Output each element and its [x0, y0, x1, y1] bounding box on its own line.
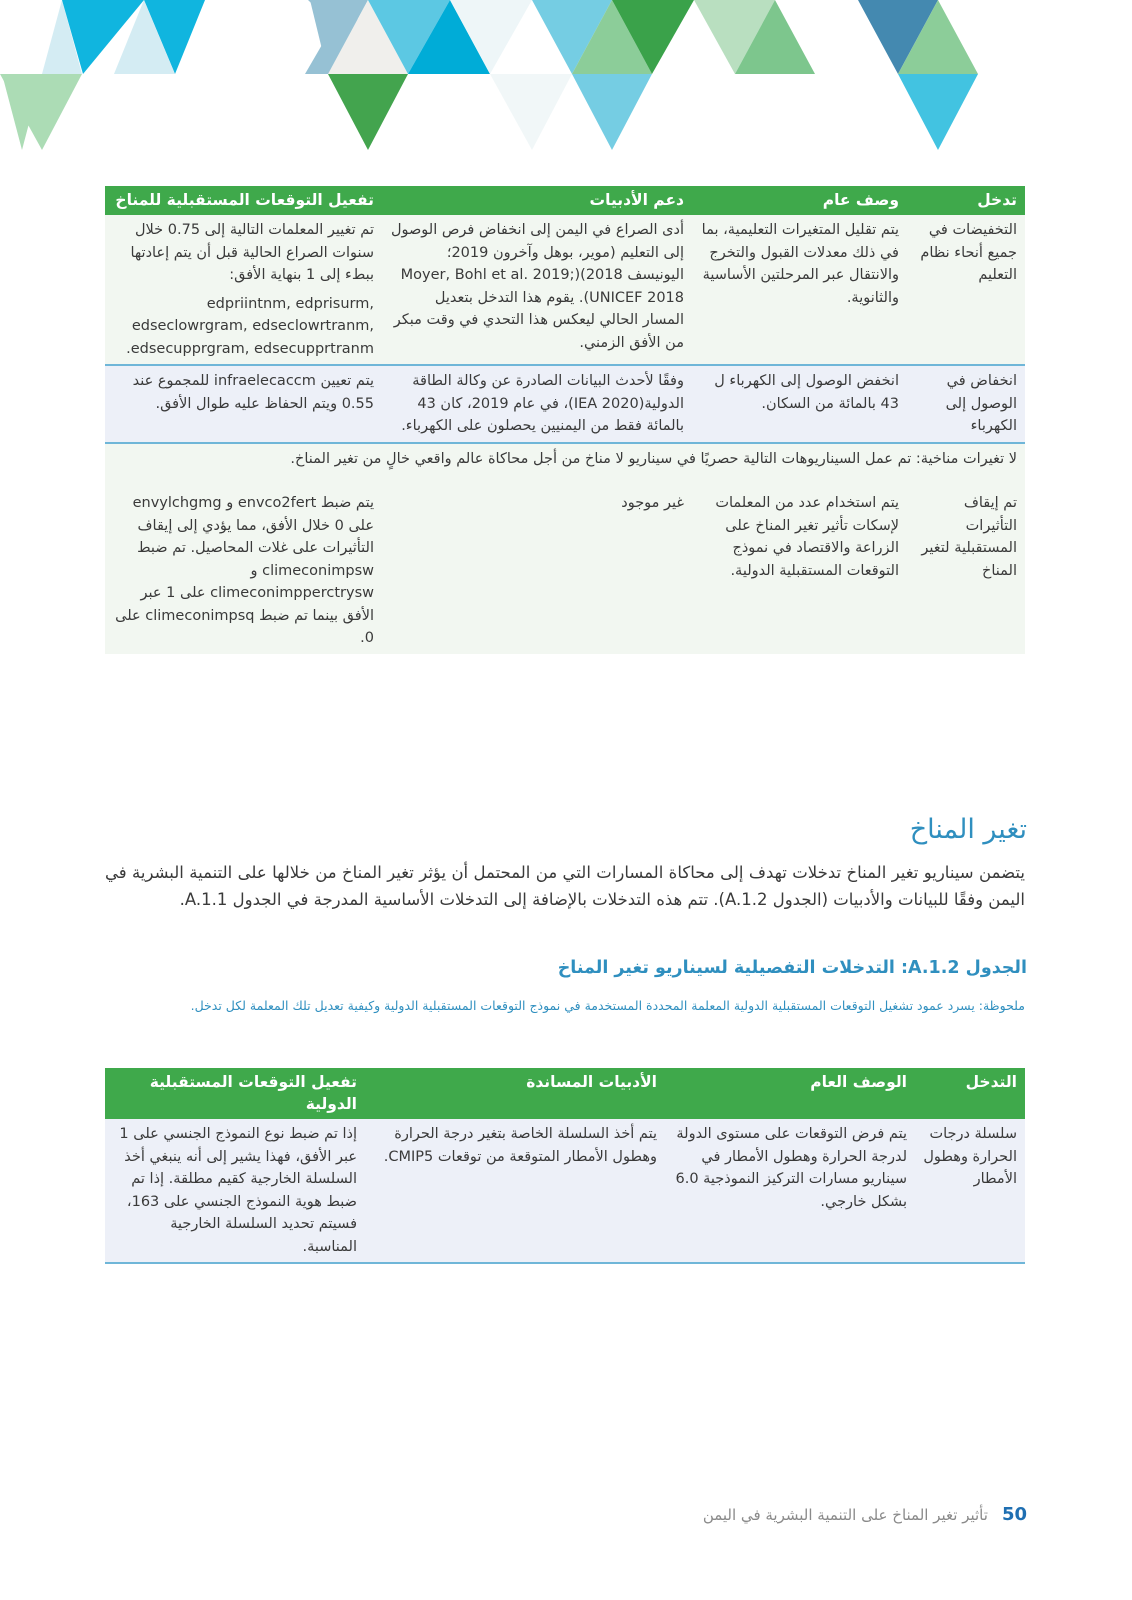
operationalization-text: تم تغيير المعلمات التالية إلى 0.75 خلال سنوات الصراع الحالية قبل أن يتم إعادتها ببطء إلى 1 بنهاية الأفق:	[130, 222, 374, 283]
table-a1-1-continued	[105, 186, 1025, 654]
page-footer	[703, 1504, 1027, 1525]
header-operationalization: تفعيل التوقعات المستقبلية الدولية	[105, 1068, 365, 1119]
page-number: 50	[1001, 1504, 1027, 1525]
header-intervention: التدخل	[915, 1068, 1025, 1119]
header-literature: دعم الأدبيات	[382, 186, 692, 215]
section-title: تغير المناخ	[909, 814, 1027, 845]
cell-literature: أدى الصراع في اليمن إلى انخفاض فرص الوصول إلى التعليم (موير، بوهل وآخرون 2019؛ اليونيسف 2018)(Moyer, Bohl et al. 2019; UNICEF 2018). يقوم هذا التدخل بتعديل المسار الحالي ليعكس هذا التحدي في وقت مبكر من الأفق الزمني.	[382, 215, 692, 365]
header-literature: الأدبيات المساندة	[365, 1068, 665, 1119]
table-a1-2	[105, 1068, 1025, 1264]
cell-intervention: التخفيضات في جميع أنحاء نظام التعليم	[907, 215, 1025, 365]
table-header-row	[105, 1068, 1025, 1119]
table-row	[105, 488, 1025, 654]
table-row-note	[105, 443, 1025, 489]
table-caption: الجدول A.1.2: التدخلات التفصيلية لسيناريو تغير المناخ	[557, 958, 1027, 978]
cell-literature: وفقًا لأحدث البيانات الصادرة عن وكالة الطاقة الدولية(IEA 2020)، في عام 2019، كان 43 بالمائة فقط من اليمنيين يحصلون على الكهرباء.	[382, 365, 692, 443]
no-climate-change-note: لا تغيرات مناخية: تم عمل السيناريوهات التالية حصريًا في سيناريو لا مناخ من أجل محاكاة عالم واقعي خالٍ من تغير المناخ.	[105, 443, 1025, 489]
footer-title: تأثير تغير المناخ على التنمية البشرية في اليمن	[702, 1505, 988, 1524]
cell-description: يتم فرض التوقعات على مستوى الدولة لدرجة الحرارة وهطول الأمطار في سيناريو مسارات التركيز النموذجية 6.0 بشكل خارجي.	[665, 1119, 915, 1263]
cell-intervention: تم إيقاف التأثيرات المستقبلية لتغير المناخ	[907, 488, 1025, 654]
decorative-triangle-banner	[0, 0, 1132, 160]
table-header-row	[105, 186, 1025, 215]
cell-literature: غير موجود	[382, 488, 692, 654]
cell-description: يتم تقليل المتغيرات التعليمية، بما في ذلك معدلات القبول والتخرج والانتقال عبر المرحلتين الأساسية والثانوية.	[692, 215, 907, 365]
cell-intervention: سلسلة درجات الحرارة وهطول الأمطار	[915, 1119, 1025, 1263]
cell-operationalization: يتم تعيين infraelecaccm للمجموع عند 0.55 ويتم الحفاظ عليه طوال الأفق.	[105, 365, 382, 443]
cell-operationalization: يتم ضبط envco2fert و envylchgmg على 0 خلال الأفق، مما يؤدي إلى إيقاف التأثيرات على غلات المحاصيل. تم ضبط climeconimpsw و climeconimpperctrysw على 1 عبر الأفق بينما تم ضبط climeconimpsq على 0.	[105, 488, 382, 654]
parameter-codes: edpriintnm, edprisurm, edseclowrgram, edseclowrtranm, edsecupprgram, edsecupprtranm.	[126, 295, 374, 357]
header-operationalization: تفعيل التوقعات المستقبلية للمناخ	[105, 186, 382, 215]
cell-intervention: انخفاض في الوصول إلى الكهرباء	[907, 365, 1025, 443]
table-row	[105, 215, 1025, 365]
header-description: الوصف العام	[665, 1068, 915, 1119]
cell-operationalization: إذا تم ضبط نوع النموذج الجنسي على 1 عبر الأفق، فهذا يشير إلى أنه ينبغي أخذ السلسلة الخارجية كقيم مطلقة. إذا تم ضبط هوية النموذج الجنسي على 163، فسيتم تحديد السلسلة الخارجية المناسبة.	[105, 1119, 365, 1263]
cell-description: يتم استخدام عدد من المعلمات لإسكات تأثير تغير المناخ على الزراعة والاقتصاد في نموذج التوقعات المستقبلية الدولية.	[692, 488, 907, 654]
table-row	[105, 1119, 1025, 1263]
table-row	[105, 365, 1025, 443]
cell-operationalization	[105, 215, 382, 365]
table-note: ملحوظة: يسرد عمود تشغيل التوقعات المستقبلية الدولية المعلمة المحددة المستخدمة في نموذج التوقعات المستقبلية الدولية وكيفية تعديل تلك المعلمة لكل تدخل.	[190, 998, 1025, 1013]
cell-literature: يتم أخذ السلسلة الخاصة بتغير درجة الحرارة وهطول الأمطار المتوقعة من توقعات CMIP5.	[365, 1119, 665, 1263]
section-body: يتضمن سيناريو تغير المناخ تدخلات تهدف إلى محاكاة المسارات التي من المحتمل أن يؤثر تغير المناخ من خلالها على التنمية البشرية في اليمن وفقًا للبيانات والأدبيات (الجدول A.1.2). تتم هذه التدخلات بالإضافة إلى التدخلات الأساسية المدرجة في الجدول A.1.1.	[105, 863, 1025, 909]
header-intervention: تدخل	[907, 186, 1025, 215]
header-description: وصف عام	[692, 186, 907, 215]
cell-description: انخفض الوصول إلى الكهرباء ل 43 بالمائة من السكان.	[692, 365, 907, 443]
